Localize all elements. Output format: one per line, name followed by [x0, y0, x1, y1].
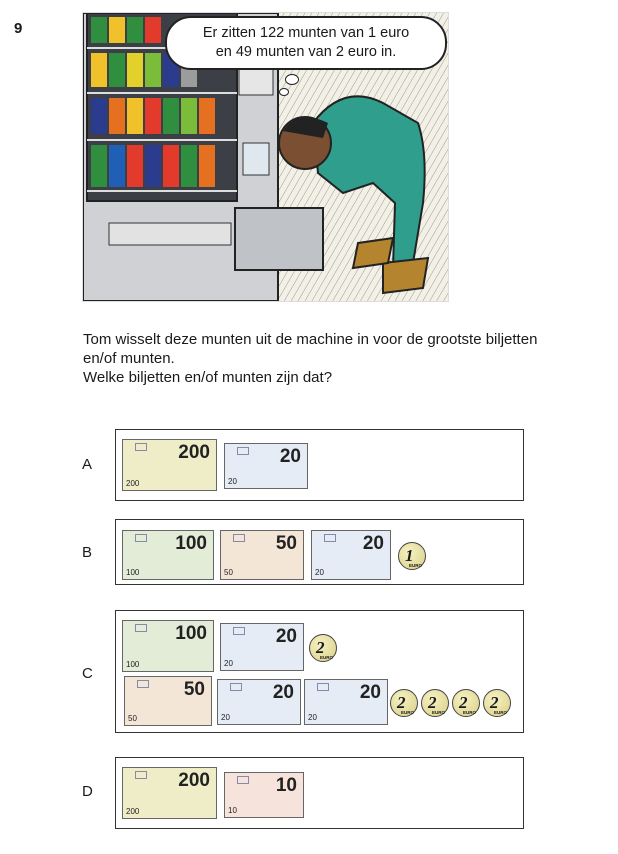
coin-2-euro: 2 EURO	[390, 689, 418, 717]
banknote-200: 200 200	[122, 767, 217, 819]
eu-stars-icon	[135, 534, 147, 542]
coin-1-euro: 1 EURO	[398, 542, 426, 570]
banknote-20: 20 20	[304, 679, 388, 725]
thought-dot	[285, 74, 299, 85]
option-a[interactable]	[115, 429, 524, 501]
option-letter-c[interactable]: C	[82, 665, 93, 682]
option-letter-d[interactable]: D	[82, 783, 93, 800]
eu-stars-icon	[135, 443, 147, 451]
banknote-20: 20 20	[311, 530, 391, 580]
thought-dot	[279, 88, 289, 96]
banknote-50: 50 50	[124, 676, 212, 726]
option-letter-b[interactable]: B	[82, 544, 93, 561]
banknote-20: 20 20	[220, 623, 304, 671]
banknote-10: 10 10	[224, 772, 304, 818]
eu-stars-icon	[135, 624, 147, 632]
eu-stars-icon	[324, 534, 336, 542]
option-c[interactable]	[115, 610, 524, 733]
eu-stars-icon	[233, 627, 245, 635]
question-line-1: Tom wisselt deze munten uit de machine in voor de grootste biljetten	[83, 331, 538, 348]
speech-line-2: en 49 munten van 2 euro in.	[215, 44, 397, 60]
eu-stars-icon	[237, 776, 249, 784]
banknote-100: 100 100	[122, 620, 214, 672]
eu-stars-icon	[230, 683, 242, 691]
coin-2-euro: 2 EURO	[421, 689, 449, 717]
eu-stars-icon	[233, 534, 245, 542]
question-number: 9	[14, 20, 23, 37]
eu-stars-icon	[237, 447, 249, 455]
banknote-20: 20 20	[217, 679, 301, 725]
question-text	[83, 330, 608, 387]
coin-2-euro: 2 EURO	[483, 689, 511, 717]
banknote-50: 50 50	[220, 530, 304, 580]
question-line-3: Welke biljetten en/of munten zijn dat?	[83, 369, 333, 386]
option-b[interactable]	[115, 519, 524, 585]
coin-2-euro: 2 EURO	[309, 634, 337, 662]
banknote-200: 200 200	[122, 439, 217, 491]
coin-2-euro: 2 EURO	[452, 689, 480, 717]
speech-line-1: Er zitten 122 munten van 1 euro	[202, 25, 410, 41]
banknote-20: 20 20	[224, 443, 308, 489]
eu-stars-icon	[137, 680, 149, 688]
banknote-100: 100 100	[122, 530, 214, 580]
eu-stars-icon	[317, 683, 329, 691]
eu-stars-icon	[135, 771, 147, 779]
speech-bubble	[165, 16, 447, 70]
option-letter-a[interactable]: A	[82, 456, 93, 473]
question-line-2: en/of munten.	[83, 350, 175, 367]
option-d[interactable]	[115, 757, 524, 829]
